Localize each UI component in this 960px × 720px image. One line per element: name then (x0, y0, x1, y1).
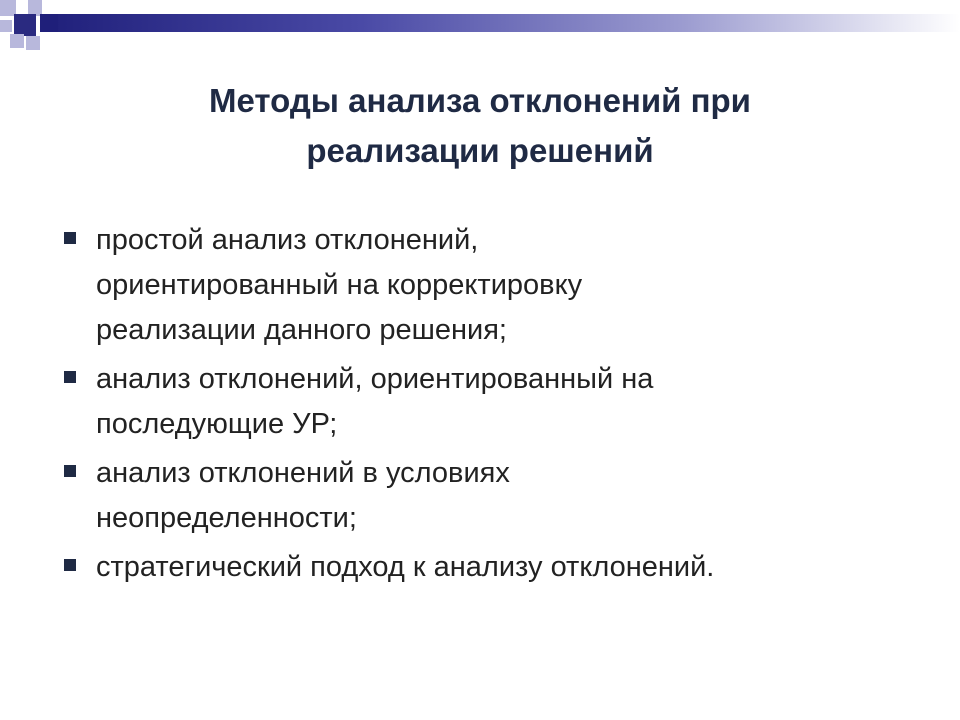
square-bullet-icon (64, 232, 76, 244)
square-bullet-icon (64, 559, 76, 571)
title-line-2: реализации решений (306, 132, 654, 169)
bullet-item (62, 218, 922, 353)
bullet-item (62, 357, 922, 447)
bullet-list (62, 218, 922, 594)
square-bullet-icon (64, 465, 76, 477)
bullet-text-line: анализ отклонений, ориентированный на (96, 363, 654, 395)
bullet-text-line: стратегический подход к анализу отклонений. (96, 551, 715, 583)
bullet-text-line: простой анализ отклонений, (96, 224, 479, 256)
square-bullet-icon (64, 371, 76, 383)
decor-square (40, 14, 58, 32)
bullet-item (62, 451, 922, 541)
bullet-item (62, 545, 922, 590)
bullet-text-line: анализ отклонений в условиях (96, 457, 510, 489)
gradient-bar (40, 14, 960, 32)
title-line-1: Методы анализа отклонений при (209, 82, 751, 119)
bullet-text-line: последующие УР; (96, 408, 338, 440)
slide-title (80, 76, 880, 176)
decor-square (10, 34, 24, 48)
decorative-header-band (0, 0, 960, 60)
bullet-text-line: неопределенности; (96, 502, 357, 534)
bullet-text-line: реализации данного решения; (96, 314, 507, 346)
decor-square (26, 36, 40, 50)
decor-square (0, 20, 12, 32)
decor-square (14, 14, 36, 36)
bullet-text-line: ориентированный на корректировку (96, 269, 583, 301)
